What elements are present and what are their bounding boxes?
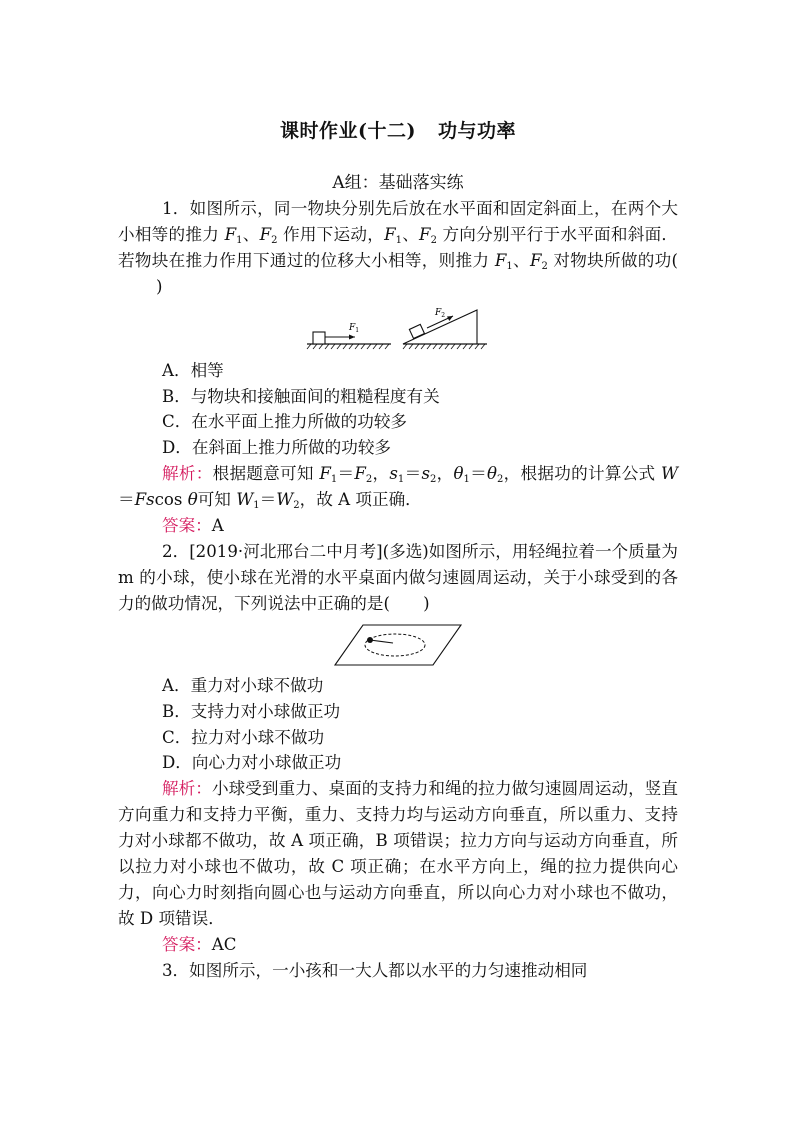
title-main: 课时作业(十二)	[280, 120, 416, 142]
q1-analysis: 解析：根据题意可知 $F_1=F_2$，$s_1=s_2$，$\theta_1=\theta_2$，根据功的计算公式 W＝Fscos θ可知 $W_1=W_2$，故 A 项正确．	[118, 464, 679, 512]
section-heading: A组：基础落实练	[332, 173, 464, 193]
q2-option-c: C．拉力对小球不做功	[162, 727, 325, 747]
circular-path	[365, 634, 425, 656]
q1-option-a: A．相等	[162, 360, 224, 380]
q1-answer: 答案：A	[162, 516, 224, 536]
q1-option-b: B．与物块和接触面间的粗糙程度有关	[162, 386, 440, 406]
title-sub: 功与功率	[437, 120, 516, 142]
q1-option-c: C．在水平面上推力所做的功较多	[162, 412, 408, 432]
block-on-incline	[409, 324, 424, 338]
block-on-floor	[313, 332, 325, 344]
question-1-stem: 1．如图所示，同一物块分别先后放在水平面和固定斜面上，在两个大小相等的推力 $F_1$、$F_2$ 作用下运动，$F_1$、$F_2$ 方向分别平行于水平面和斜面．若物块在推力作用下通过的位移大小相等，则推力 $F_1$、$F_2$ 对物块所做的功()	[118, 199, 679, 296]
circular-motion-diagram	[333, 623, 463, 667]
rope	[370, 640, 393, 643]
ball	[367, 637, 373, 643]
q2-analysis: 解析：小球受到重力、桌面的支持力和绳的拉力做匀速圆周运动，竖直方向重力和支持力平衡，重力、支持力均与运动方向垂直，所以重力、支持力对小球都不做功，故 A 项正确，B 项错误；拉力方向与运动方向垂直，所以拉力对小球也不做功，故 C 项正确；在水平方向上，绳的拉力提供向心力，向心力时刻指向圆心也与运动方向垂直，所以向心力对小球也不做功，故 D 项错误．	[118, 779, 679, 928]
table-surface	[335, 625, 461, 665]
q2-option-d: D．向心力对小球做正功	[162, 753, 342, 773]
q2-answer: 答案：AC	[162, 934, 237, 954]
q2-option-a: A．重力对小球不做功	[162, 675, 324, 695]
figure-circular-motion	[118, 623, 678, 667]
label-f1: $F_1$	[349, 322, 360, 334]
figure-block-and-incline	[118, 306, 678, 352]
label-f2: $F_2$	[435, 307, 446, 319]
question-3-stem: 3．如图所示，一小孩和一大人都以水平的力匀速推动相同	[162, 960, 588, 980]
q1-option-d: D．在斜面上推力所做的功较多	[162, 438, 392, 458]
q2-option-b: B．支持力对小球做正功	[162, 701, 341, 721]
page-title	[118, 118, 678, 144]
block-incline-diagram	[303, 306, 493, 352]
question-2-stem: 2．[2019·河北邢台二中月考](多选)如图所示，用轻绳拉着一个质量为 m 的小球，使小球在光滑的水平桌面内做匀速圆周运动，关于小球受到的各力的做功情况，下列说法中正确的是( )	[118, 541, 678, 613]
document-page	[118, 118, 678, 984]
